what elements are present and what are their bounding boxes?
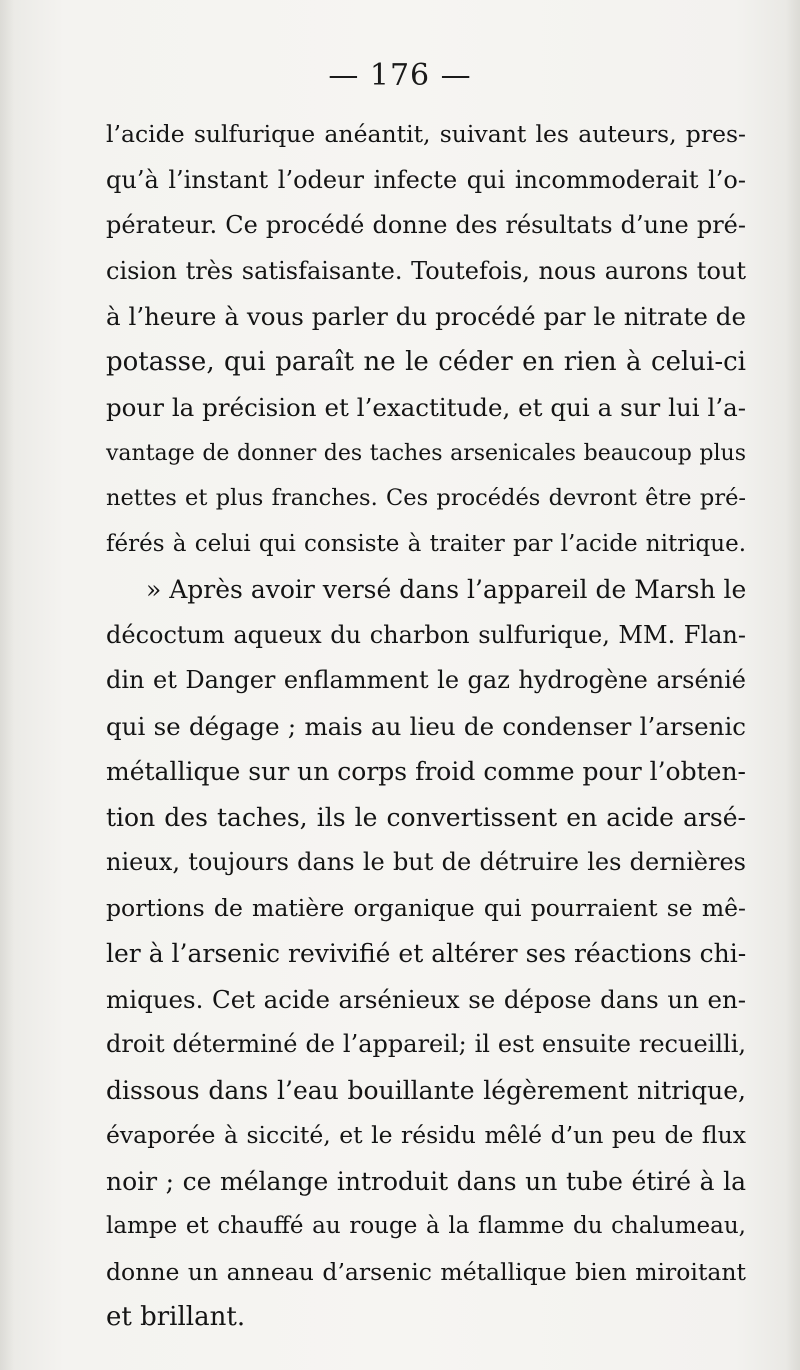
text-line: qu’à l’instant l’odeur infecte qui incommoderait l’o- <box>106 165 746 194</box>
text-line: portions de matière organique qui pourraient se mê- <box>106 893 746 922</box>
text-line: dissous dans l’eau bouillante légèrement nitrique, <box>106 1075 746 1105</box>
body-text <box>106 112 746 1341</box>
text-line: férés à celui qui consiste à traiter par l’acide nitrique. <box>106 530 746 557</box>
text-line: l’acide sulfurique anéantit, suivant les auteurs, pres- <box>106 120 746 148</box>
text-line: droit déterminé de l’appareil; il est ensuite recueilli, <box>106 1030 746 1058</box>
text-line: ler à l’arsenic revivifié et altérer ses réactions chi- <box>106 939 747 968</box>
text-line: décoctum aqueux du charbon sulfurique, MM. Flan- <box>106 620 746 649</box>
text-line: qui se dégage ; mais au lieu de condenser l’arsenic <box>106 711 746 741</box>
page-edge-left <box>0 0 14 1370</box>
text-line: métallique sur un corps froid comme pour l’obten- <box>106 757 746 786</box>
text-line: nettes et plus franches. Ces procédés devront être pré- <box>106 485 746 511</box>
text-line: à l’heure à vous parler du procédé par le nitrate de <box>106 302 746 331</box>
paragraph-start-line: » Après avoir versé dans l’appareil de Marsh le <box>146 575 747 604</box>
paragraph-end-line: et brillant. <box>106 1302 246 1332</box>
text-line: lampe et chauffé au rouge à la flamme du chalumeau, <box>106 1213 746 1239</box>
text-line: donne un anneau d’arsenic métallique bien miroitant <box>106 1257 746 1286</box>
text-line: pérateur. Ce procédé donne des résultats d’une pré- <box>106 211 746 239</box>
page-number: — 176 — <box>328 58 472 93</box>
text-line: din et Danger enflamment le gaz hydrogène arsénié <box>106 666 746 694</box>
text-line: nieux, toujours dans le but de détruire les dernières <box>106 848 746 876</box>
text-line: noir ; ce mélange introduit dans un tube étiré à la <box>106 1166 746 1196</box>
text-line: vantage de donner des taches arsenicales beaucoup plus <box>106 440 746 466</box>
text-line: miques. Cet acide arsénieux se dépose dans un en- <box>106 984 746 1014</box>
page-edge-right <box>786 0 800 1370</box>
text-line: tion des taches, ils le convertissent en acide arsé- <box>106 802 746 832</box>
text-line: cision très satisfaisante. Toutefois, nous aurons tout <box>106 256 746 285</box>
text-line: potasse, qui paraît ne le céder en rien à celui-ci <box>106 346 746 377</box>
text-line: pour la précision et l’exactitude, et qui a sur lui l’a- <box>106 393 746 422</box>
text-line: évaporée à siccité, et le résidu mêlé d’un peu de flux <box>106 1121 746 1149</box>
